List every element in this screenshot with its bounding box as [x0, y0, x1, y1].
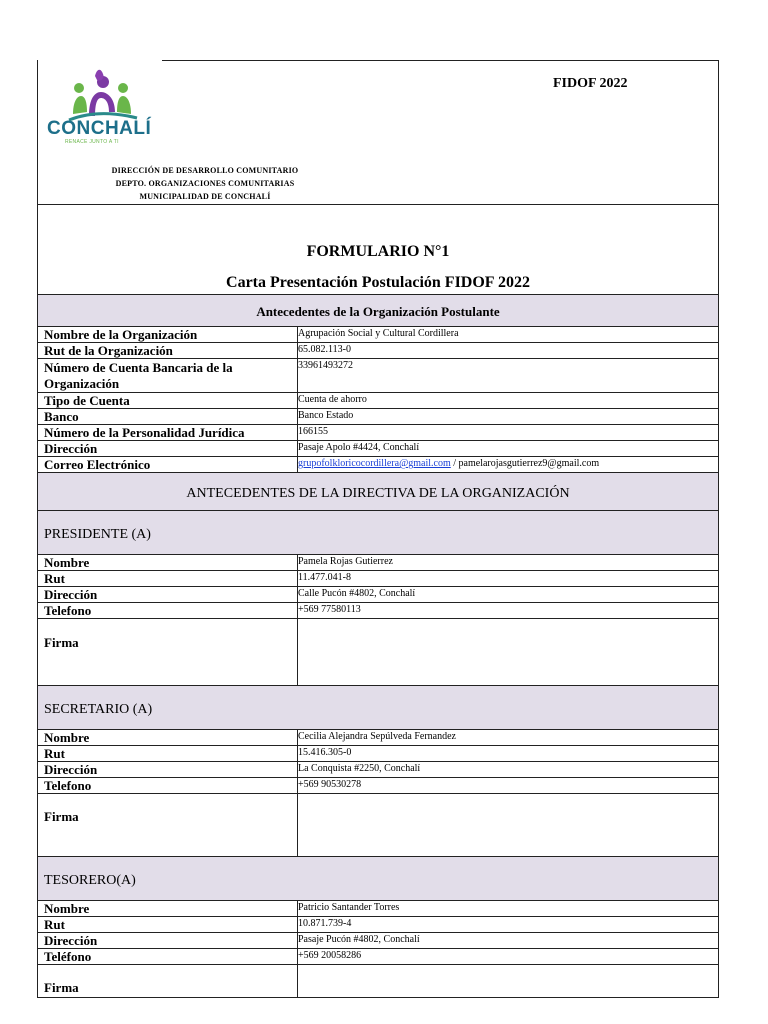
- rule: [37, 408, 719, 409]
- org-account-label: Número de Cuenta Bancaria de la: [44, 360, 233, 375]
- rule: [37, 900, 719, 901]
- secretario-phone-value: +569 90530278: [298, 779, 362, 790]
- presidente-signature-label: Firma: [44, 635, 79, 650]
- secretario-title: SECRETARIO (A): [44, 702, 153, 717]
- rule: [37, 856, 719, 857]
- presidente-phone-label: Telefono: [44, 603, 92, 618]
- rule: [37, 602, 719, 603]
- org-account-label-2: Organización: [44, 376, 120, 391]
- presidente-rut-label: Rut: [44, 571, 65, 586]
- secretario-name-label: Nombre: [44, 730, 90, 745]
- presidente-address-label: Dirección: [44, 587, 98, 602]
- rule: [37, 472, 719, 473]
- rule: [37, 745, 719, 746]
- rule: [37, 440, 719, 441]
- org-legal-number-label: Número de la Personalidad Jurídica: [44, 425, 245, 440]
- org-address-label: Dirección: [44, 441, 98, 456]
- frame-top: [162, 60, 719, 61]
- rule: [37, 916, 719, 917]
- rule: [37, 932, 719, 933]
- rule: [37, 586, 719, 587]
- rule: [37, 729, 719, 730]
- org-account-type-label: Tipo de Cuenta: [44, 393, 130, 408]
- secretario-address-value: La Conquista #2250, Conchalí: [298, 763, 421, 774]
- directiva-section-title: ANTECEDENTES DE LA DIRECTIVA DE LA ORGANIZACIÓN: [186, 486, 570, 501]
- tesorero-section-band: [38, 857, 718, 900]
- presidente-name-value: Pamela Rojas Gutierrez: [298, 556, 393, 567]
- rule: [37, 204, 719, 205]
- org-section-title: Antecedentes de la Organización Postulante: [256, 304, 500, 319]
- frame-bottom: [37, 997, 719, 998]
- rule: [37, 777, 719, 778]
- conchali-logo: [45, 68, 157, 150]
- org-legal-number-value: 166155: [298, 426, 328, 437]
- rule: [37, 294, 719, 295]
- frame-right: [718, 60, 719, 998]
- org-bank-value: Banco Estado: [298, 410, 354, 421]
- secretario-signature-field[interactable]: [298, 794, 718, 856]
- email-secondary: / pamelarojasgutierrez9@gmail.com: [450, 458, 600, 469]
- tesorero-signature-field[interactable]: [298, 965, 718, 997]
- org-address-value: Pasaje Apolo #4424, Conchalí: [298, 442, 420, 453]
- org-rut-label: Rut de la Organización: [44, 343, 173, 358]
- dept-line-1: DIRECCIÓN DE DESARROLLO COMUNITARIO: [111, 166, 299, 175]
- rule: [37, 554, 719, 555]
- logo-text: CONCHALÍ: [47, 118, 152, 139]
- org-bank-label: Banco: [44, 409, 79, 424]
- secretario-rut-label: Rut: [44, 746, 65, 761]
- presidente-title: PRESIDENTE (A): [44, 527, 151, 542]
- tesorero-address-value: Pasaje Pucón #4802, Conchalí: [298, 934, 420, 945]
- rule: [37, 948, 719, 949]
- secretario-address-label: Dirección: [44, 762, 98, 777]
- rule: [37, 685, 719, 686]
- email-link[interactable]: grupofolkloricocordillera@gmail.com: [298, 458, 451, 469]
- secretario-signature-label: Firma: [44, 809, 79, 824]
- rule: [37, 570, 719, 571]
- tesorero-phone-value: +569 20058286: [298, 950, 362, 961]
- secretario-name-value: Cecilia Alejandra Sepúlveda Fernandez: [298, 731, 456, 742]
- conchali-logo-icon: [45, 68, 157, 124]
- dept-line-3: MUNICIPALIDAD DE CONCHALÍ: [139, 192, 271, 201]
- secretario-phone-label: Telefono: [44, 778, 92, 793]
- org-email-value: [298, 458, 599, 470]
- frame-left: [37, 60, 38, 998]
- rule: [37, 358, 719, 359]
- rule: [37, 392, 719, 393]
- dept-line-2: DEPTO. ORGANIZACIONES COMUNITARIAS: [115, 179, 295, 188]
- presidente-address-value: Calle Pucón #4802, Conchalí: [298, 588, 416, 599]
- presidente-phone-value: +569 77580113: [298, 604, 361, 615]
- form-subtitle: Carta Presentación Postulación FIDOF 2022: [226, 274, 530, 291]
- tesorero-signature-label: Firma: [44, 980, 79, 995]
- org-rut-value: 65.082.113-0: [298, 344, 351, 355]
- tesorero-name-label: Nombre: [44, 901, 90, 916]
- tesorero-address-label: Dirección: [44, 933, 98, 948]
- rule: [37, 510, 719, 511]
- tesorero-rut-label: Rut: [44, 917, 65, 932]
- tesorero-name-value: Patricio Santander Torres: [298, 902, 400, 913]
- form-title: FORMULARIO N°1: [306, 243, 450, 260]
- tesorero-rut-value: 10.871.739-4: [298, 918, 352, 929]
- tesorero-title: TESORERO(A): [44, 873, 136, 888]
- secretario-rut-value: 15.416.305-0: [298, 747, 352, 758]
- org-name-label: Nombre de la Organización: [44, 327, 198, 342]
- org-name-value: Agrupación Social y Cultural Cordillera: [298, 328, 459, 339]
- fidof-year: FIDOF 2022: [553, 76, 628, 91]
- rule: [37, 761, 719, 762]
- org-account-type-value: Cuenta de ahorro: [298, 394, 367, 405]
- presidente-rut-value: 11.477.041-8: [298, 572, 351, 583]
- org-account-value: 33961493272: [298, 360, 353, 371]
- presidente-signature-field[interactable]: [298, 619, 718, 685]
- org-email-label: Correo Electrónico: [44, 457, 151, 472]
- logo-tagline: RENACE JUNTO A TI: [65, 139, 119, 145]
- tesorero-phone-label: Teléfono: [44, 949, 92, 964]
- presidente-name-label: Nombre: [44, 555, 90, 570]
